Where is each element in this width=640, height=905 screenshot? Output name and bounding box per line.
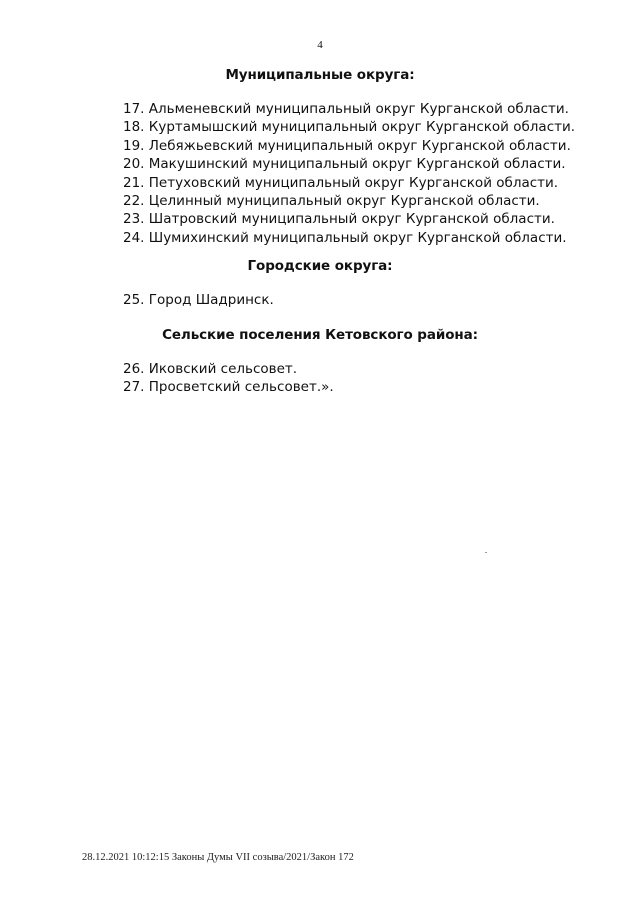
list-item: 17. Альменевский муниципальный округ Курганской области.: [123, 101, 569, 117]
section-heading-city-districts: Городские округа:: [247, 258, 393, 274]
list-item: 24. Шумихинский муниципальный округ Курганской области.: [123, 229, 567, 246]
footer-stamp: 28.12.2021 10:12:15 Законы Думы VII созыва/2021/Закон 172: [82, 852, 354, 863]
page-number: 4: [317, 39, 323, 51]
list-item: 18. Куртамышский муниципальный округ Курганской области.: [123, 119, 576, 136]
scan-speck: [485, 552, 487, 553]
list-item: 20. Макушинский муниципальный округ Курганской области.: [123, 156, 566, 173]
section-heading-municipal-districts: Муниципальные округа:: [225, 67, 415, 83]
section-heading-rural-settlements: Сельские поселения Кетовского района:: [162, 327, 478, 343]
list-item: 26. Иковский сельсовет.: [123, 361, 298, 377]
list-item: 25. Город Шадринск.: [123, 292, 274, 308]
list-item: 19. Лебяжьевский муниципальный округ Курганской области.: [123, 137, 571, 154]
list-item: 23. Шатровский муниципальный округ Курганской области.: [123, 211, 555, 228]
list-item: 21. Петуховский муниципальный округ Курганской области.: [123, 174, 559, 191]
municipal-districts-list: [123, 100, 575, 247]
list-item: 22. Целинный муниципальный округ Курганской области.: [123, 193, 540, 210]
city-districts-list: [123, 291, 274, 309]
rural-settlements-list: [123, 360, 334, 397]
list-item: 27. Просветский сельсовет.».: [123, 379, 334, 396]
